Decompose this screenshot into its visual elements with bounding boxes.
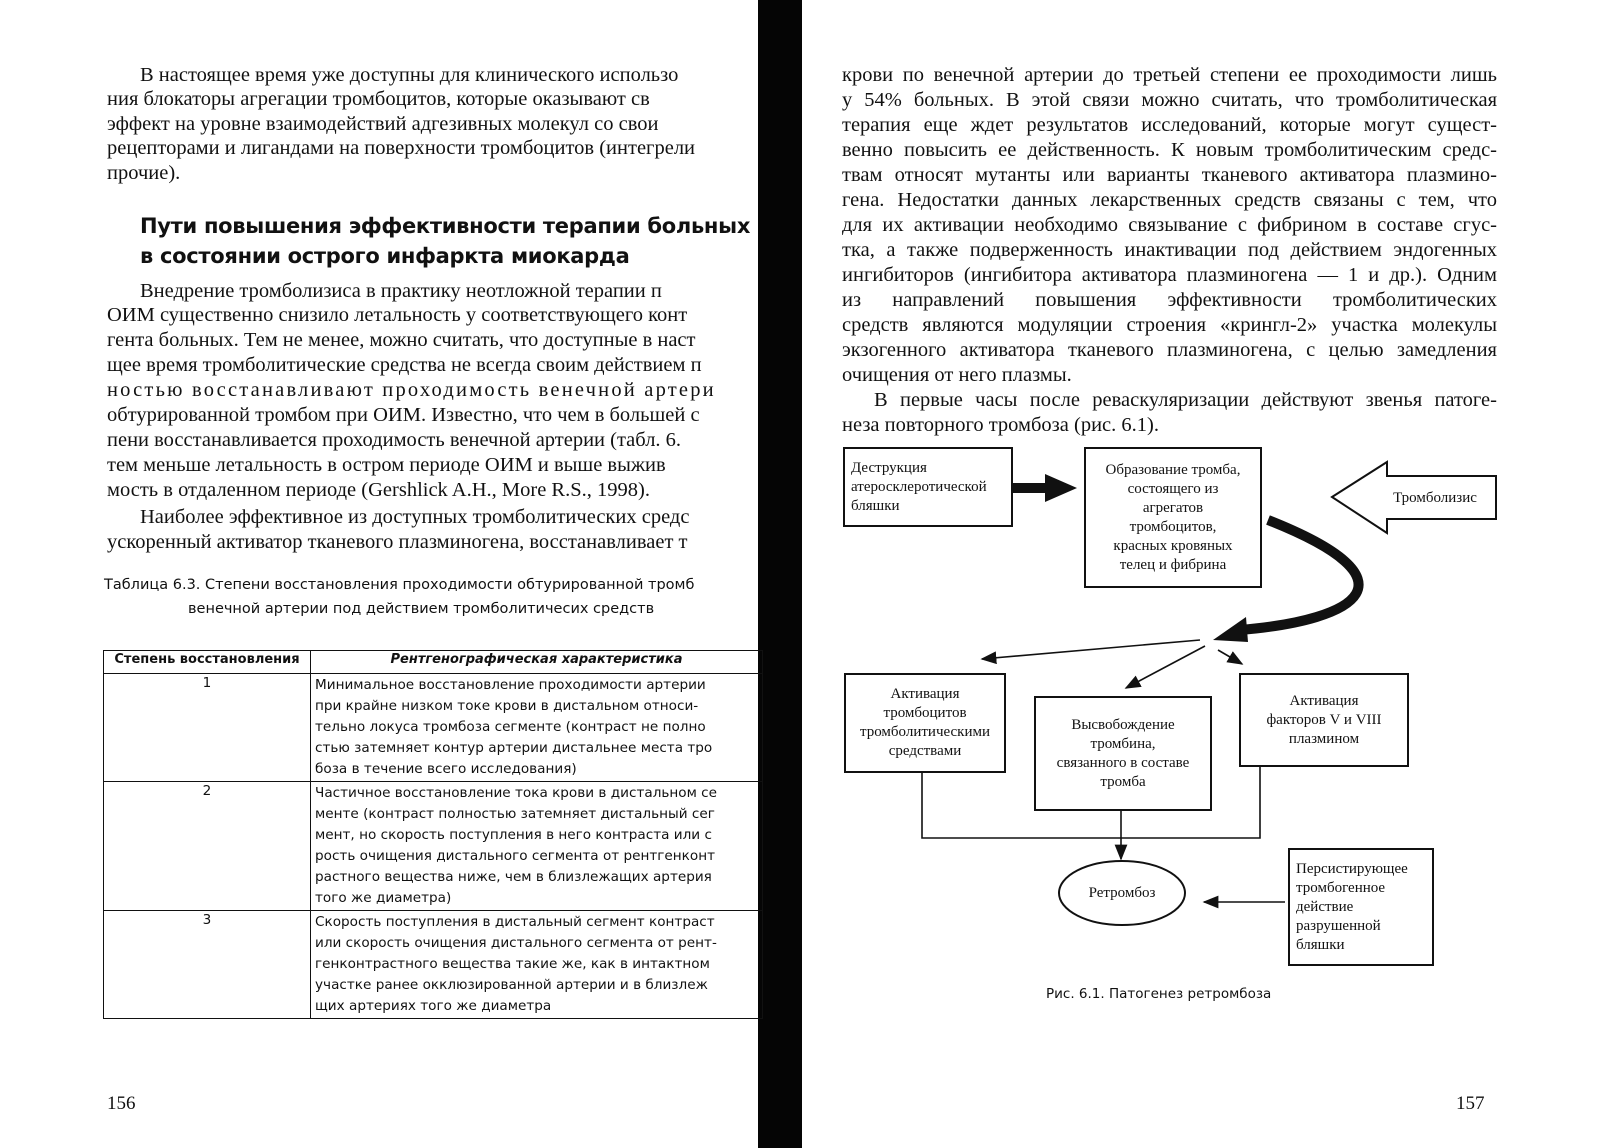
text-line: пени восстанавливается проходимость венечной артерии (табл. 6. (107, 429, 682, 451)
branch-arrow (982, 640, 1200, 659)
text-line: эффект на уровне взаимодействий адгезивных молекул со свои (107, 113, 659, 135)
text-line: ускоренный активатор тканевого плазминогена, восстанавливает т (107, 531, 688, 553)
thrombin-release-box: Высвобождение тромбина, связанного в составе тромба (1034, 696, 1212, 811)
text-line: обтурированной тромбом при ОИМ. Известно, что чем в большей с (107, 404, 700, 426)
figure-caption: Рис. 6.1. Патогенез ретромбоза (1046, 986, 1272, 1002)
text-line: твам относят мутанты или варианты тканевого активатора плазмино- (842, 164, 1497, 186)
section-heading: Пути повышения эффективности терапии больных (140, 214, 751, 238)
factor-activation-box: Активация факторов V и VIII плазмином (1239, 673, 1409, 767)
text-line: из направлений повышения эффективности тромболитических (842, 289, 1497, 311)
text-line: у 54% больных. В этой связи можно считать, что тромболитическая (842, 89, 1497, 111)
text-line: средств являются модуляции строения «крингл-2» участка молекулы (842, 314, 1497, 336)
persistent-action-box: Персистирующее тромбогенное действие разрушенной бляшки (1288, 848, 1434, 966)
degree-cell: 3 (104, 911, 311, 1019)
branch-arrow (1218, 650, 1242, 664)
section-heading: в состоянии острого инфаркта миокарда (140, 244, 630, 268)
description-cell: Минимальное восстановление проходимости артерии при крайне низком токе крови в дистальном относи- тельно локуса тромбоза сегменте (контраст не полно стью затемняет контур артерии дистальнее места тро боза в течение всего исследования) (311, 674, 763, 782)
thrombus-formation-box: Образование тромба, состоящего из агрегатов тромбоцитов, красных кровяных телец и фибрина (1084, 447, 1262, 588)
text-line: ОИМ существенно снизило летальность у соответствующего конт (107, 304, 688, 326)
table-header-row (104, 651, 763, 674)
right-page (800, 0, 1600, 1148)
table-caption: Таблица 6.3. Степени восстановления проходимости обтурированной тромб (104, 577, 695, 593)
table-caption: венечной артерии под действием тромболитичесих средств (188, 601, 655, 617)
text-line: мость в отдаленном периоде (Gershlick A.H., More R.S., 1998). (107, 479, 650, 501)
text-line: тем меньше летальность в остром периоде ОИМ и выше выжив (107, 454, 666, 476)
text-line: для их активации необходимо связывание с фибрином в составе сгус- (842, 214, 1497, 236)
recovery-grade-table (103, 650, 763, 1019)
curved-arrow-head (1213, 617, 1248, 642)
description-cell: Частичное восстановление тока крови в дистальном се менте (контраст полностью затемняет дистальный сег мент, но скорость поступления в него контраста или с рость очищения дистального сегмента от рентгенконт растного вещества ниже, чем в близлежащих артерия того же диаметра) (311, 782, 763, 911)
degree-cell: 2 (104, 782, 311, 911)
table-row (104, 911, 763, 1019)
text-line: очищения от него плазмы. (842, 364, 1072, 386)
text-line: тка, а также подверженность инактивации под действием эндогенных (842, 239, 1497, 261)
left-page (0, 0, 760, 1148)
rethrombosis-label: Ретромбоз (1088, 884, 1156, 901)
thick-arrow (1012, 474, 1077, 502)
text-line: прочие). (107, 162, 181, 184)
branch-arrow (1126, 646, 1205, 688)
degree-cell: 1 (104, 674, 311, 782)
text-line: гента больных. Тем не менее, можно считать, что доступные в наст (107, 329, 696, 351)
plaque-destruction-box: Деструкция атеросклеротической бляшки (843, 447, 1013, 527)
text-line: ингибиторов (ингибитора активатора плазминогена — 1 и др.). Одним (842, 264, 1497, 286)
text-line: неза повторного тромбоза (рис. 6.1). (842, 414, 1159, 436)
text-line: Наиболее эффективное из доступных тромболитических средс (140, 506, 690, 528)
text-line: терапия еще ждет результатов исследований, которые могут сущест- (842, 114, 1497, 136)
page-number: 157 (1456, 1093, 1485, 1114)
column-header: Степень восстановления (104, 651, 311, 674)
text-line: В настоящее время уже доступны для клинического использо (140, 64, 679, 86)
thrombolysis-label: Тромболизис (1393, 489, 1477, 506)
text-line: венно повысить ее действенность. К новым тромболитическим средс- (842, 139, 1497, 161)
table-row (104, 674, 763, 782)
text-line: гена. Недостатки данных лекарственных средств связаны с тем, что (842, 189, 1497, 211)
page-number: 156 (107, 1093, 136, 1114)
table-row (104, 782, 763, 911)
text-line: ния блокаторы агрегации тромбоцитов, которые оказывают св (107, 88, 650, 110)
text-line: экзогенного активатора тканевого плазминогена, с целью замедления (842, 339, 1497, 361)
platelet-activation-box: Активация тромбоцитов тромболитическими средствами (844, 673, 1006, 773)
text-line: рецепторами и лигандами на поверхности тромбоцитов (интегрели (107, 137, 696, 159)
column-header: Рентгенографическая характеристика (311, 651, 763, 674)
book-gutter (758, 0, 802, 1148)
text-line: Внедрение тромболизиса в практику неотложной терапии п (140, 280, 662, 302)
description-cell: Скорость поступления в дистальный сегмент контраст или скорость очищения дистального сегмента от рент- генконтрастного вещества такие же, как в интактном участке ранее окклюзированной артерии и в близлеж щих артериях того же диаметра (311, 911, 763, 1019)
text-line: В первые часы после реваскуляризации действуют звенья патоге- (874, 389, 1497, 411)
text-line: крови по венечной артерии до третьей степени ее проходимости лишь (842, 64, 1497, 86)
text-line: ностью восстанавливают проходимость венечной артери (107, 379, 716, 401)
text-line: щее время тромболитические средства не всегда своим действием п (107, 354, 702, 376)
